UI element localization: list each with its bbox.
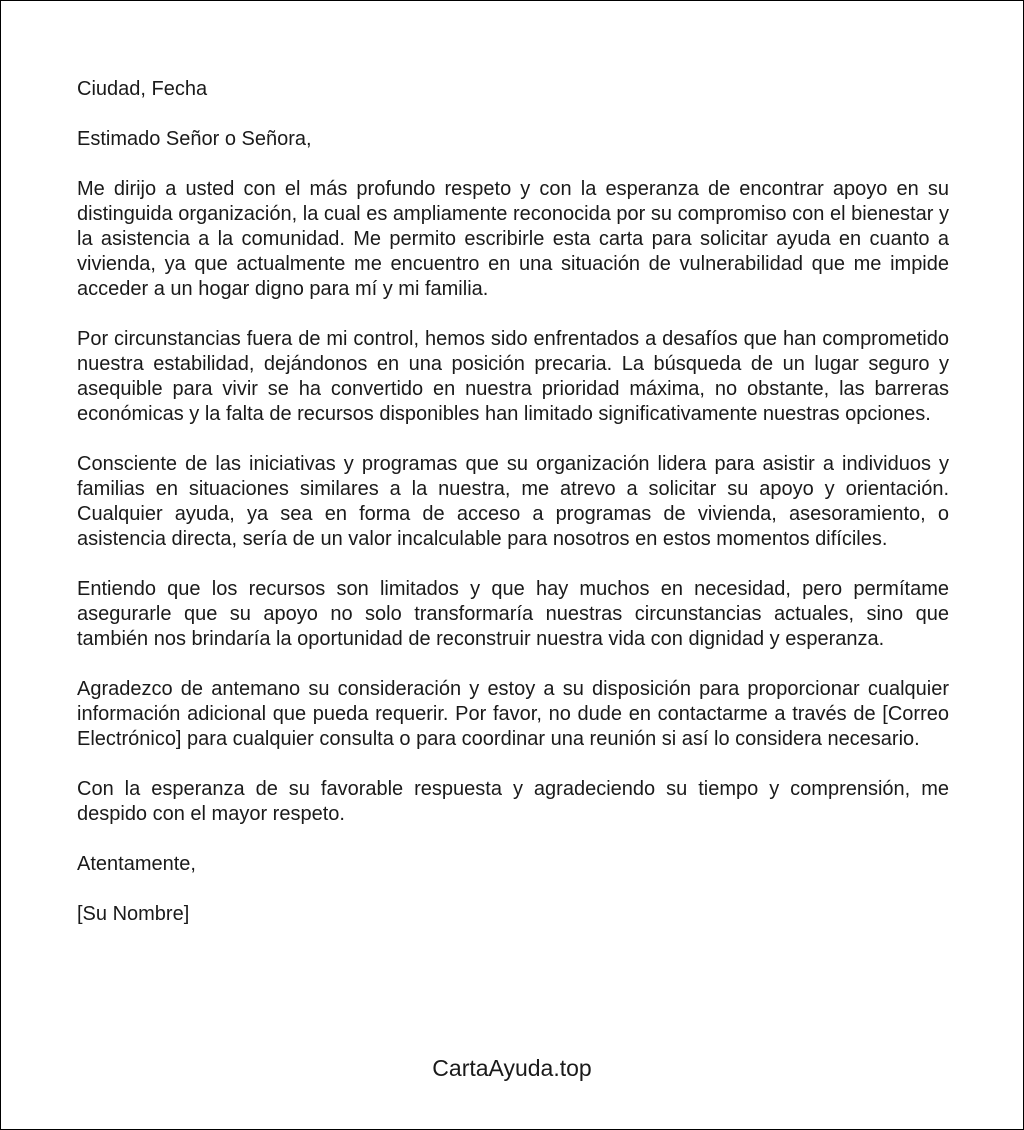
letter-body [77,77,949,927]
paragraph-4: Entiendo que los recursos son limitados y que hay muchos en necesidad, pero permítame asegurarle que su apoyo no solo transformaría nuestras circunstancias actuales, sino que también nos brindaría la oportunidad de reconstruir nuestra vida con dignidad y esperanza. [77,578,949,650]
signature: [Su Nombre] [77,903,190,925]
paragraph-6: Con la esperanza de su favorable respuesta y agradeciendo su tiempo y comprensión, me despido con el mayor respeto. [77,778,949,825]
footer-site-name: CartaAyuda.top [432,1055,592,1081]
closing: Atentamente, [77,853,196,875]
paragraph-3: Consciente de las iniciativas y programas que su organización lidera para asistir a individuos y familias en situaciones similares a la nuestra, me atrevo a solicitar su apoyo y orientación. Cualquier ayuda, ya sea en forma de acceso a programas de vivienda, asesoramiento, o asistencia directa, sería de un valor incalculable para nosotros en estos momentos difíciles. [77,453,949,550]
paragraph-2: Por circunstancias fuera de mi control, hemos sido enfrentados a desafíos que han comprometido nuestra estabilidad, dejándonos en una posición precaria. La búsqueda de un lugar seguro y asequible para vivir se ha convertido en nuestra prioridad máxima, no obstante, las barreras económicas y la falta de recursos disponibles han limitado significativamente nuestras opciones. [77,328,949,425]
paragraph-1: Me dirijo a usted con el más profundo respeto y con la esperanza de encontrar apoyo en su distinguida organización, la cual es ampliamente reconocida por su compromiso con el bienestar y la asistencia a la comunidad. Me permito escribirle esta carta para solicitar ayuda en cuanto a vivienda, ya que actualmente me encuentro en una situación de vulnerabilidad que me impide acceder a un hogar digno para mí y mi familia. [77,178,949,300]
greeting: Estimado Señor o Señora, [77,128,312,150]
paragraph-5: Agradezco de antemano su consideración y estoy a su disposición para proporcionar cualquier información adicional que pueda requerir. Por favor, no dude en contactarme a través de [Correo Electrónico] para cualquier consulta o para coordinar una reunión si así lo considera necesario. [77,678,949,750]
place-date: Ciudad, Fecha [77,78,208,100]
